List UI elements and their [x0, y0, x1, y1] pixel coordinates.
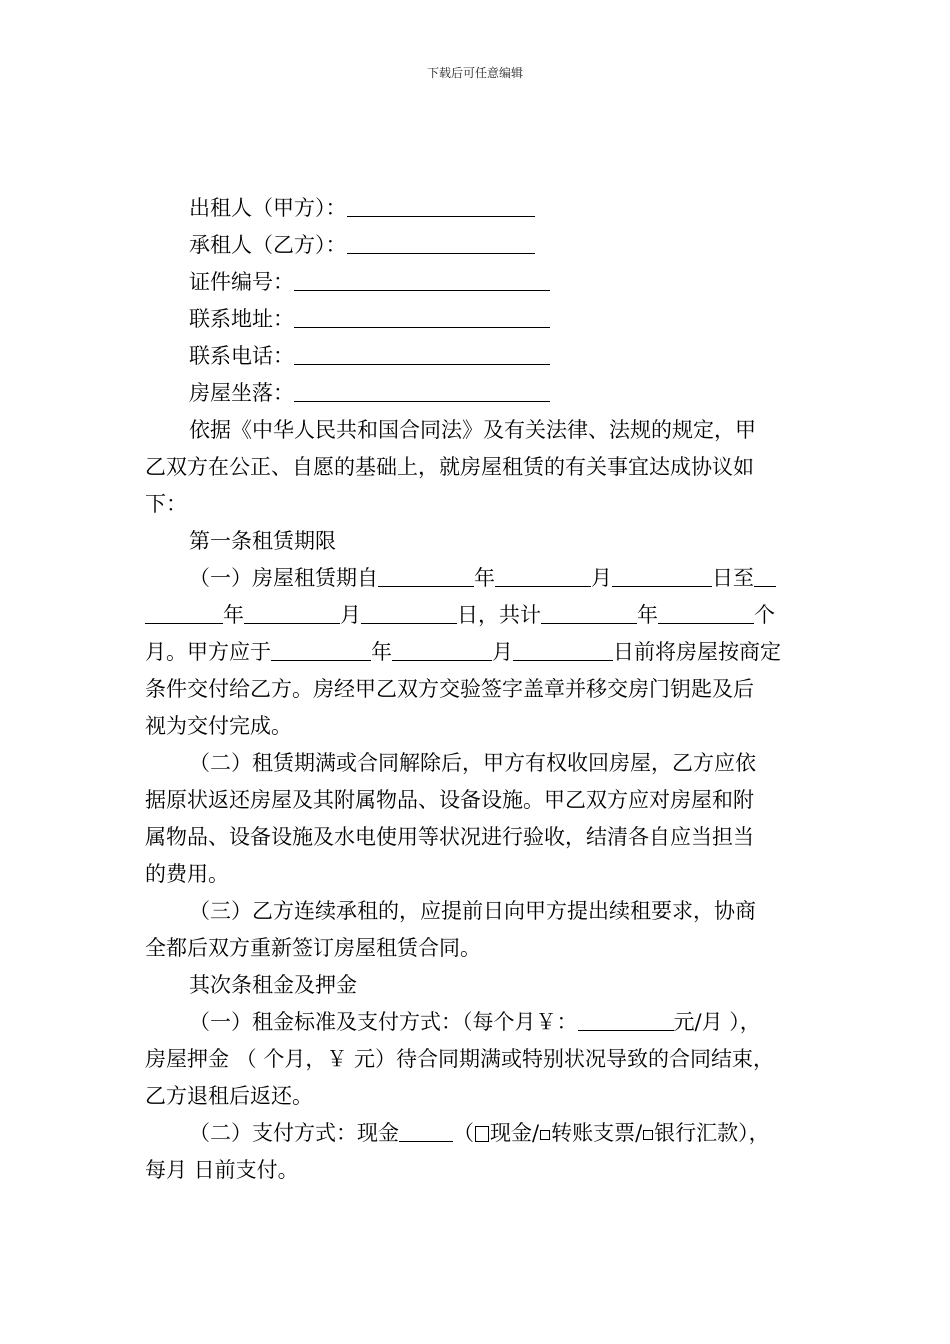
end-month-blank[interactable] [244, 599, 340, 624]
article1-c1-line3 [145, 634, 810, 671]
end-year-blank-b[interactable] [145, 599, 223, 624]
checkbox-icon[interactable] [540, 1130, 550, 1140]
article1-c3-line: 全都后双方重新签订房屋租赁合同。 [145, 936, 481, 960]
total-month-blank[interactable] [658, 599, 754, 624]
clause-text: 年 [637, 603, 658, 627]
header-note: 下载后可任意编辑 [426, 66, 523, 80]
start-day-blank[interactable] [612, 562, 712, 587]
clause-text: （一）房屋租赁期自 [189, 566, 378, 590]
id-label: 证件编号： [189, 270, 294, 294]
lessor-blank[interactable] [347, 192, 535, 217]
rent-amount-blank[interactable] [578, 1006, 674, 1031]
article2-c1-line3: 乙方退租后返还。 [145, 1084, 313, 1108]
checkbox-icon[interactable] [475, 1126, 489, 1142]
deliver-month-blank[interactable] [392, 636, 492, 661]
preamble-line: 依据《中华人民共和国合同法》及有关法律、法规的规定，甲 [189, 418, 756, 442]
article1-c1-line2 [145, 597, 810, 634]
clause-text: 月 [591, 566, 612, 590]
article1-c2-line: （二）租赁期满或合同解除后，甲方有权收回房屋，乙方应依 [189, 751, 756, 775]
checkbox-icon[interactable] [643, 1130, 653, 1140]
clause-text: 月 [340, 603, 361, 627]
clause-text: 日前将房屋按商定 [613, 640, 781, 664]
clause-text: 月 [492, 640, 513, 664]
clause-text: 年 [474, 566, 495, 590]
clause-text: （一）租金标准及支付方式：（每个月￥： [189, 1010, 578, 1034]
address-blank[interactable] [294, 303, 550, 328]
article2-title: 其次条租金及押金 [189, 973, 357, 997]
clause-text: 日至 [712, 566, 754, 590]
payment-method-blank[interactable] [399, 1117, 453, 1142]
article1-c1-line4: 条件交付给乙方。房经甲乙双方交验签字盖章并移交房门钥匙及后 [145, 677, 754, 701]
preamble-line: 下： [145, 492, 187, 516]
phone-row [145, 338, 810, 375]
deliver-day-blank[interactable] [513, 636, 613, 661]
preamble-line: 乙双方在公正、自愿的基础上，就房屋租赁的有关事宜达成协议如 [145, 455, 754, 479]
article1-title: 第一条租赁期限 [189, 529, 336, 553]
option-label: 银行汇款）， [654, 1121, 770, 1145]
id-row [145, 264, 810, 301]
location-row [145, 375, 810, 412]
id-blank[interactable] [294, 266, 550, 291]
clause-text: 年 [371, 640, 392, 664]
article1-c2-line: 的费用。 [145, 862, 229, 886]
start-year-blank[interactable] [378, 562, 474, 587]
deliver-year-blank[interactable] [271, 636, 371, 661]
lessor-row [145, 190, 810, 227]
contract-body [145, 190, 810, 1189]
lessor-label: 出租人（甲方）： [189, 196, 347, 220]
clause-text: 年 [223, 603, 244, 627]
clause-text: 日，共计 [457, 603, 541, 627]
phone-blank[interactable] [294, 340, 550, 365]
lessee-row [145, 227, 810, 264]
option-label: 转账支票/ [551, 1121, 643, 1145]
start-month-blank[interactable] [495, 562, 591, 587]
clause-text: （二）支付方式：现金 [189, 1121, 399, 1145]
article2-c1-line2: 房屋押金 （ 个月，￥ 元）待合同期满或特别状况导致的合同结束， [145, 1047, 775, 1071]
clause-text: 个 [754, 603, 775, 627]
lessee-label: 承租人（乙方）： [189, 233, 347, 257]
end-day-blank[interactable] [361, 599, 457, 624]
article2-c2-line1 [145, 1115, 810, 1152]
article1-c2-line: 属物品、设备设施及水电使用等状况进行验收，结清各自应当担当 [145, 825, 754, 849]
end-year-blank-a[interactable] [754, 562, 776, 587]
article1-c1-line1 [145, 560, 810, 597]
article1-c3-line: （三）乙方连续承租的，应提前日向甲方提出续租要求，协商 [189, 899, 756, 923]
option-label: 现金/ [490, 1121, 540, 1145]
article2-c1-line1 [145, 1004, 810, 1041]
total-year-blank[interactable] [541, 599, 637, 624]
address-label: 联系地址： [189, 307, 294, 331]
article2-c2-line2: 每月 日前支付。 [145, 1158, 299, 1182]
clause-text: 元/月 ）， [673, 1010, 761, 1034]
address-row [145, 301, 810, 338]
location-blank[interactable] [294, 377, 550, 402]
lessee-blank[interactable] [347, 229, 535, 254]
article1-c1-line5: 视为交付完成。 [145, 714, 292, 738]
article1-c2-line: 据原状返还房屋及其附属物品、设备设施。甲乙双方应对房屋和附 [145, 788, 754, 812]
phone-label: 联系电话： [189, 344, 294, 368]
clause-text: （ [453, 1121, 474, 1145]
location-label: 房屋坐落： [189, 381, 294, 405]
clause-text: 月。甲方应于 [145, 640, 271, 664]
